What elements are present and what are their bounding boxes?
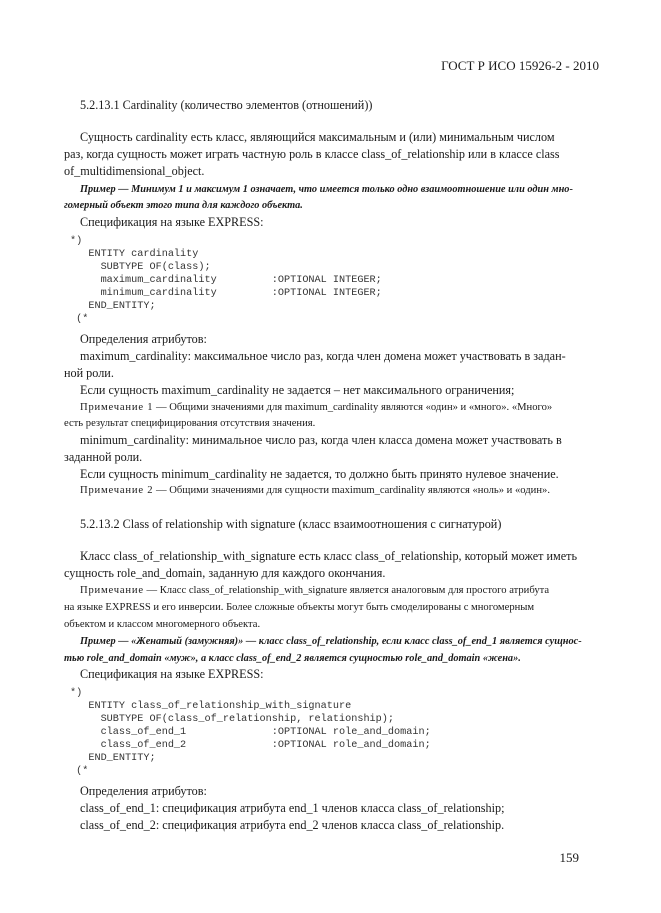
express-code-block xyxy=(70,235,382,326)
paragraph-line: maximum_cardinality: максимальное число раз, когда член домена может участвовать в задан- xyxy=(80,349,566,363)
code-line: *) xyxy=(70,688,83,699)
section-heading-cardinality: 5.2.13.1 Cardinality (количество элементов (отношений)) xyxy=(80,98,373,112)
spec-label: Спецификация на языке EXPRESS: xyxy=(80,215,264,229)
note-line xyxy=(80,482,550,499)
code-line: END_ENTITY; xyxy=(70,301,156,312)
note-text: — Общими значениями для сущности maximum_cardinality являются «ноль» и «один». xyxy=(153,485,550,496)
paragraph-line: minimum_cardinality: минимальное число раз, когда член класса домена может участвовать в xyxy=(80,433,562,447)
paragraph-line: class_of_end_2: спецификация атрибута end_2 членов класса class_of_relationship. xyxy=(80,818,505,832)
code-line: maximum_cardinality :OPTIONAL INTEGER; xyxy=(70,275,382,286)
paragraph-line: Если сущность maximum_cardinality не задается – нет максимального ограничения; xyxy=(80,383,515,397)
example-line: тью role_and_domain «муж», а класс class_of_end_2 является сущностью role_and_domain «жена». xyxy=(64,653,521,664)
example-line: гомерный объект этого типа для каждого объекта. xyxy=(64,200,303,211)
express-code-block xyxy=(70,687,431,778)
paragraph-line: заданной роли. xyxy=(64,450,143,464)
code-line: SUBTYPE OF(class_of_relationship, relationship); xyxy=(70,714,395,725)
note-line: есть результат специфицирования отсутствия значения. xyxy=(64,418,316,429)
note-text: — Общими значениями для maximum_cardinality являются «один» и «много». «Много» xyxy=(153,402,553,413)
paragraph-line: раз, когда сущность может играть частную роль в классе class_of_relationship или в классе class xyxy=(64,147,560,161)
code-line: (* xyxy=(70,766,89,777)
paragraph-line: Класс class_of_relationship_with_signature есть класс class_of_relationship, который может иметь xyxy=(80,549,578,563)
example-line: Пример — «Женатый (замужняя)» — класс class_of_relationship, если класс class_of_end_1 является сущнос- xyxy=(80,636,582,647)
attributes-label: Определения атрибутов: xyxy=(80,332,207,346)
note-label: Примечание xyxy=(80,585,144,596)
example-line: Пример — Минимум 1 и максимум 1 означает, что имеется только одно взаимоотношение или один мно- xyxy=(80,184,573,195)
attributes-label: Определения атрибутов: xyxy=(80,784,207,798)
note-line: объектом и классом многомерного объекта. xyxy=(64,619,261,630)
paragraph-line: сущность role_and_domain, заданную для каждого окончания. xyxy=(64,566,386,580)
code-line: minimum_cardinality :OPTIONAL INTEGER; xyxy=(70,288,382,299)
paragraph-line: Если сущность minimum_cardinality не задается, то должно быть принято нулевое значение. xyxy=(80,467,559,481)
note-label: Примечание 2 xyxy=(80,485,154,496)
code-line: class_of_end_1 :OPTIONAL role_and_domain; xyxy=(70,727,431,738)
paragraph-line: ной роли. xyxy=(64,366,114,380)
code-line: ENTITY class_of_relationship_with_signature xyxy=(70,701,352,712)
paragraph-line: Сущность cardinality есть класс, являющийся максимальным и (или) минимальным числом xyxy=(80,130,555,144)
code-line: ENTITY cardinality xyxy=(70,249,199,260)
code-line: *) xyxy=(70,236,83,247)
spec-label: Спецификация на языке EXPRESS: xyxy=(80,667,264,681)
note-text: — Класс class_of_relationship_with_signature является аналоговым для простого атрибута xyxy=(143,585,550,596)
document-header: ГОСТ Р ИСО 15926-2 - 2010 xyxy=(441,58,599,73)
code-line: SUBTYPE OF(class); xyxy=(70,262,211,273)
note-label: Примечание 1 xyxy=(80,402,154,413)
code-line: END_ENTITY; xyxy=(70,753,156,764)
note-line xyxy=(80,582,549,599)
section-heading-class-of-relationship: 5.2.13.2 Class of relationship with signature (класс взаимоотношения с сигнатурой) xyxy=(80,517,502,531)
page-number: 159 xyxy=(559,850,579,865)
note-line: на языке EXPRESS и его инверсии. Более сложные объекты могут быть смоделированы с многомерным xyxy=(64,602,535,613)
paragraph-line: class_of_end_1: спецификация атрибута end_1 членов класса class_of_relationship; xyxy=(80,801,505,815)
code-line: class_of_end_2 :OPTIONAL role_and_domain; xyxy=(70,740,431,751)
paragraph-line: of_multidimensional_object. xyxy=(64,164,205,178)
note-line xyxy=(80,399,552,416)
code-line: (* xyxy=(70,314,89,325)
